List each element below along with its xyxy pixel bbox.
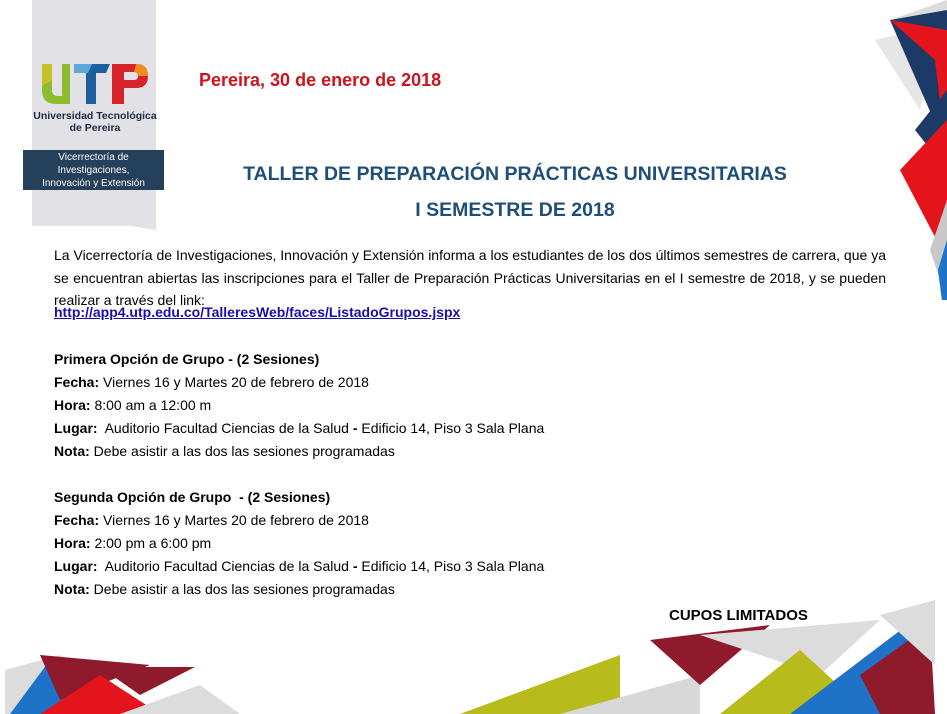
group-lugar <box>54 555 544 578</box>
group-lugar <box>54 417 544 440</box>
lugar-value-b: Edificio 14, Piso 3 Sala Plana <box>357 558 545 574</box>
cupos-limitados-note: CUPOS LIMITADOS <box>669 607 808 624</box>
lugar-dash: - <box>352 420 358 436</box>
fecha-value: Viernes 16 y Martes 20 de febrero de 2018 <box>99 374 369 390</box>
nota-label: Nota: <box>54 443 90 459</box>
university-name-line1: Universidad Tecnológica <box>33 110 157 122</box>
university-name-line2: de Pereira <box>69 122 121 134</box>
fecha-value: Viernes 16 y Martes 20 de febrero de 2018 <box>99 512 369 528</box>
fecha-label: Fecha: <box>54 512 100 528</box>
utp-logo-icon <box>40 60 150 110</box>
hora-label: Hora: <box>54 397 91 413</box>
document-title-line2: I SEMESTRE DE 2018 <box>415 199 615 221</box>
document-title-line1: TALLER DE PREPARACIÓN PRÁCTICAS UNIVERSITARIAS <box>243 163 787 185</box>
group-option-1 <box>54 348 544 463</box>
bottom-decoration <box>0 595 947 714</box>
lugar-label: Lugar: <box>54 558 98 574</box>
lugar-value-a: Auditorio Facultad Ciencias de la Salud <box>97 420 353 436</box>
group-nota <box>54 440 544 463</box>
top-right-decoration <box>860 0 947 300</box>
group-fecha <box>54 371 544 394</box>
fecha-label: Fecha: <box>54 374 100 390</box>
nota-value: Debe asistir a las dos las sesiones programadas <box>89 443 395 459</box>
nota-value: Debe asistir a las dos las sesiones programadas <box>89 581 395 597</box>
vicerrectoria-line2: Innovación y Extensión <box>42 177 145 189</box>
lugar-dash: - <box>352 558 358 574</box>
lugar-value-a: Auditorio Facultad Ciencias de la Salud <box>97 558 353 574</box>
group-hora <box>54 394 544 417</box>
lugar-label: Lugar: <box>54 420 98 436</box>
document-date: Pereira, 30 de enero de 2018 <box>199 70 442 90</box>
group-hora <box>54 532 544 555</box>
nota-label: Nota: <box>54 581 90 597</box>
hora-label: Hora: <box>54 535 91 551</box>
group-heading: Segunda Opción de Grupo - (2 Sesiones) <box>54 489 331 505</box>
lugar-value-b: Edificio 14, Piso 3 Sala Plana <box>357 420 545 436</box>
group-heading: Primera Opción de Grupo - (2 Sesiones) <box>54 351 320 367</box>
registration-link[interactable]: http://app4.utp.edu.co/TalleresWeb/faces/ListadoGrupos.jspx <box>54 304 461 320</box>
group-fecha <box>54 509 544 532</box>
hora-value: 2:00 pm a 6:00 pm <box>90 535 212 551</box>
university-name <box>33 110 157 134</box>
vicerrectoria-line1: Vicerrectoría de Investigaciones, <box>57 151 130 176</box>
intro-paragraph: La Vicerrectoría de Investigaciones, Innovación y Extensión informa a los estudiantes de los dos últimos semestres de carrera, que ya se encuentran abiertas las inscripciones para el Taller de Preparación Prácticas Universitarias en el I semestre de 2018, y se pueden realizar a través del link: <box>54 247 886 308</box>
hora-value: 8:00 am a 12:00 m <box>90 397 212 413</box>
group-option-2 <box>54 486 544 601</box>
